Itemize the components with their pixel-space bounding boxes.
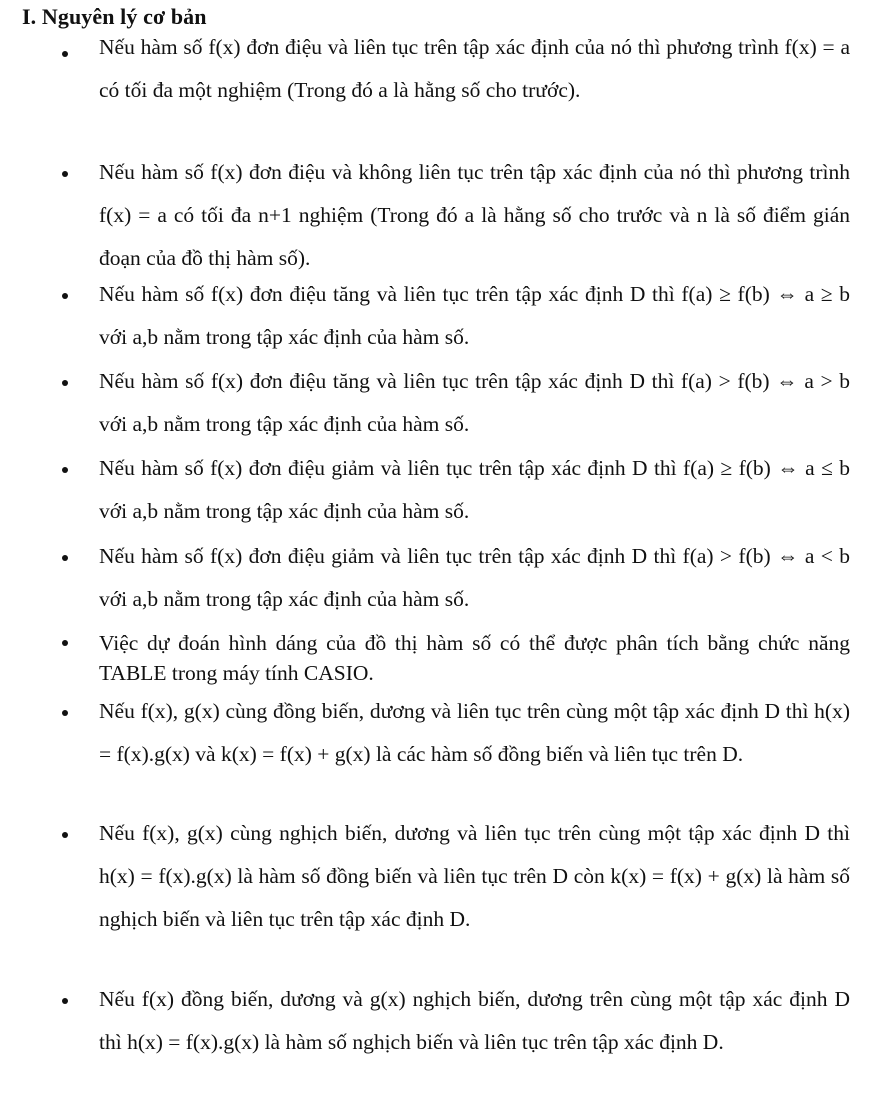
item-text: Nếu hàm số f(x) đơn điệu và không liên tục trên tập xác định của nó thì phương trình f(x) = a có tối đa n+1 nghiệm (Trong đó a là hằng số cho trước và n là số điểm gián đoạn của đồ thị hàm số). xyxy=(99,160,850,270)
item-text: Nếu hàm số f(x) đơn điệu giảm và liên tục trên tập xác định D thì f(a) > f(b) ⇔ a < b với a,b nằm trong tập xác định của hàm số. xyxy=(99,544,850,611)
bullet-dot xyxy=(62,171,68,177)
item-text: Nếu hàm số f(x) đơn điệu tăng và liên tục trên tập xác định D thì f(a) > f(b) ⇔ a > b với a,b nằm trong tập xác định của hàm số. xyxy=(99,369,850,436)
bullet-dot xyxy=(62,640,68,646)
bullet-dot xyxy=(62,832,68,838)
bullet-dot xyxy=(62,380,68,386)
item-text: Nếu f(x), g(x) cùng đồng biến, dương và liên tục trên cùng một tập xác định D thì h(x) = f(x).g(x) và k(x) = f(x) + g(x) là các hàm số đồng biến và liên tục trên D. xyxy=(99,699,850,766)
item-text: Nếu f(x), g(x) cùng nghịch biến, dương và liên tục trên cùng một tập xác định D thì h(x) = f(x).g(x) là hàm số đồng biến và liên tục trên D còn k(x) = f(x) + g(x) là hàm số nghịch biến và liên tục trên tập xác định D. xyxy=(99,821,850,931)
item-text: Nếu f(x) đồng biến, dương và g(x) nghịch biến, dương trên cùng một tập xác định D thì h(x) = f(x).g(x) là hàm số nghịch biến và liên tục trên tập xác định D. xyxy=(99,987,850,1054)
item-text: Nếu hàm số f(x) đơn điệu và liên tục trên tập xác định của nó thì phương trình f(x) = a có tối đa một nghiệm (Trong đó a là hằng số cho trước). xyxy=(99,35,850,102)
bullet-dot xyxy=(62,710,68,716)
bullet-dot xyxy=(62,467,68,473)
bullet-dot xyxy=(62,293,68,299)
bullet-dot xyxy=(62,555,68,561)
section-heading: I. Nguyên lý cơ bản xyxy=(22,4,207,29)
item-text: Nếu hàm số f(x) đơn điệu tăng và liên tục trên tập xác định D thì f(a) ≥ f(b) ⇔ a ≥ b với a,b nằm trong tập xác định của hàm số. xyxy=(99,282,850,349)
bullet-dot xyxy=(62,51,68,57)
bullet-dot xyxy=(62,998,68,1004)
item-text: Việc dự đoán hình dáng của đồ thị hàm số có thể được phân tích bằng chức năng TABLE trong máy tính CASIO. xyxy=(99,631,850,685)
item-text: Nếu hàm số f(x) đơn điệu giảm và liên tục trên tập xác định D thì f(a) ≥ f(b) ⇔ a ≤ b với a,b nằm trong tập xác định của hàm số. xyxy=(99,456,850,523)
